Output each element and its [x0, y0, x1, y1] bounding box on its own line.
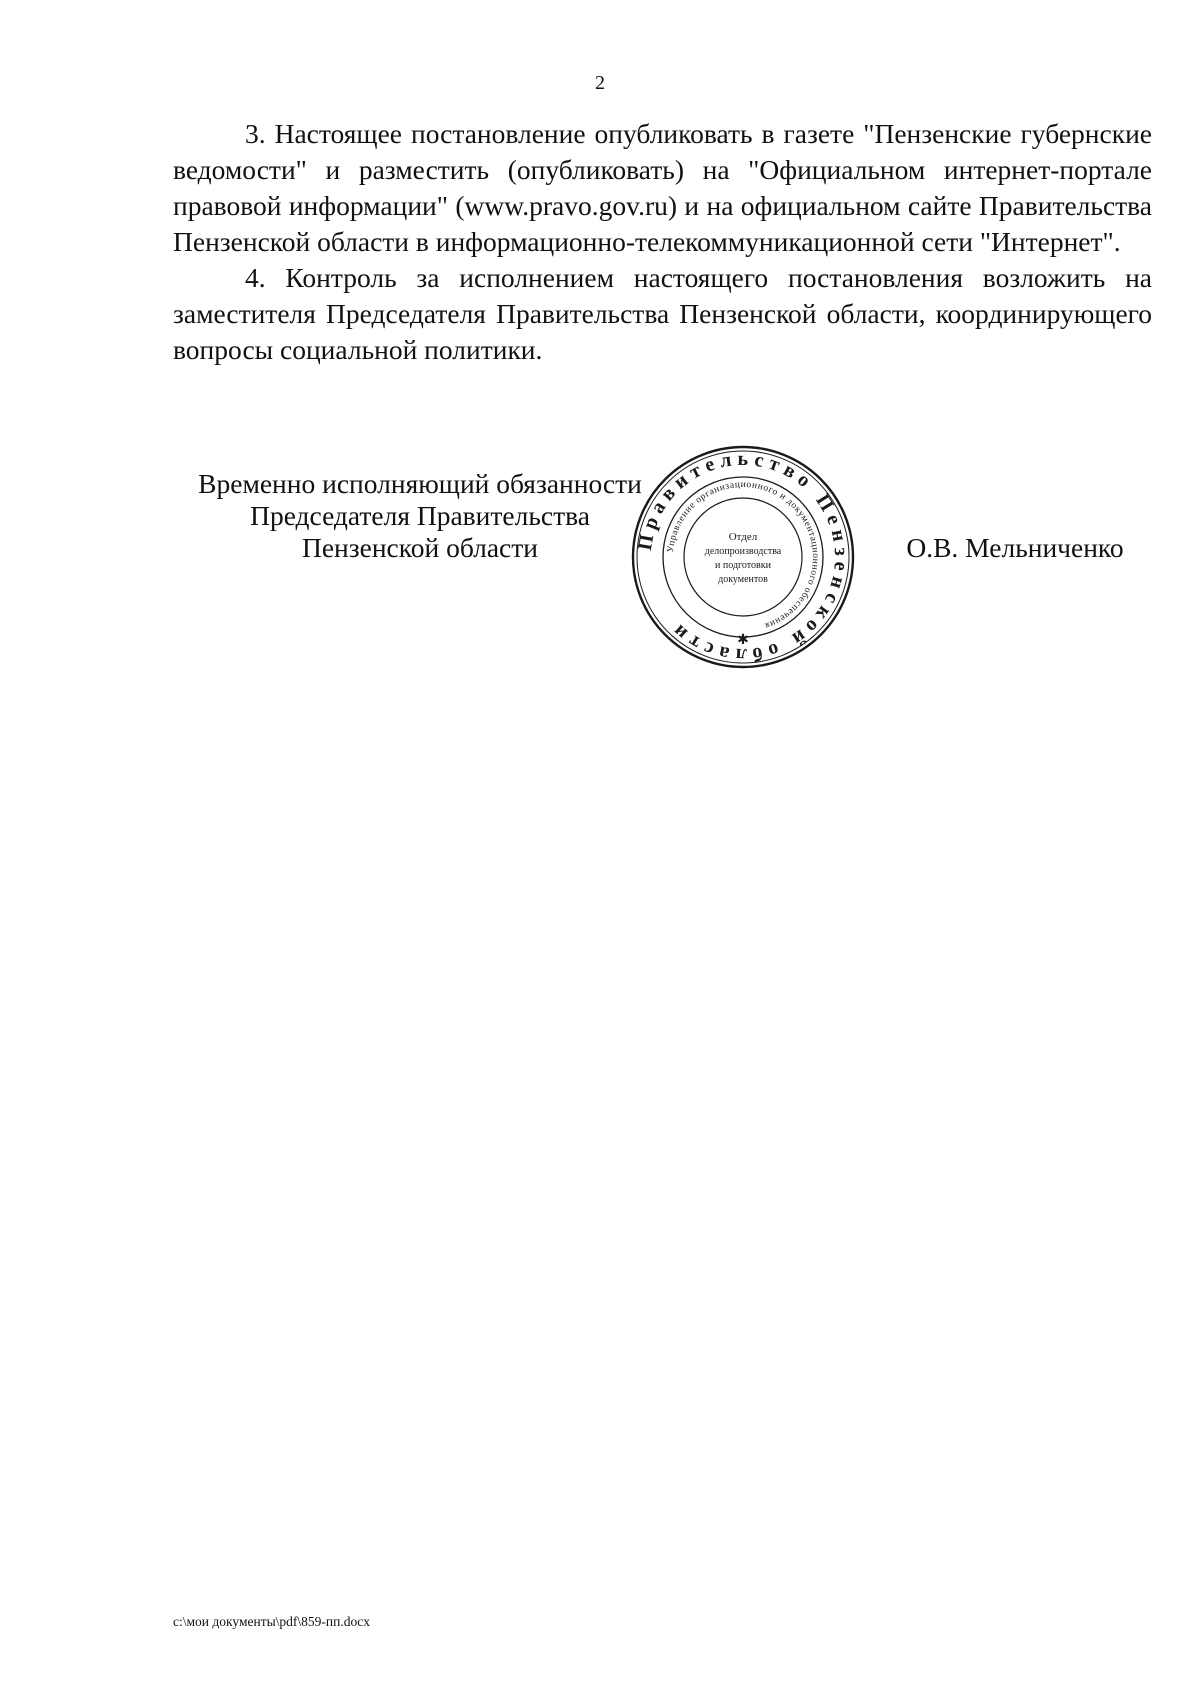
document-body — [173, 116, 1152, 368]
paragraph-publication: 3. Настоящее постановление опубликовать в газете "Пензенские губернские ведомости" и разместить (опубликовать) на "Официальном интернет-портале правовой информации" (www.pravo.gov.ru) и на официальном сайте Правительства Пензенской области в информационно-телекоммуникационной сети "Интернет". — [173, 118, 1152, 257]
seal-center-line: Отдел — [728, 531, 758, 543]
seal-outer-text: Правительство Пензенской области — [633, 447, 853, 667]
signatory-position-line: Пензенской области — [301, 532, 538, 563]
official-seal-stamp — [630, 444, 856, 670]
signatory-position — [150, 468, 690, 564]
seal-inner-text: Управление организационного и документационного обеспечения — [666, 479, 821, 631]
signatory-position-line: Председателя Правительства — [250, 500, 590, 531]
paragraph-control: 4. Контроль за исполнением настоящего постановления возложить на заместителя Председателя Правительства Пензенской области, координирующего вопросы социальной политики. — [173, 262, 1152, 365]
seal-star-icon: ✱ — [737, 633, 749, 648]
page-number: 2 — [595, 72, 605, 94]
seal-center-line: и подготовки — [715, 560, 771, 571]
seal-center-line: документов — [718, 574, 768, 585]
seal-center-line: делопроизводства — [704, 546, 782, 557]
signatory-name: О.В. Мельниченко — [906, 532, 1124, 563]
footer-file-path: c:\мои документы\pdf\859-пп.docx — [173, 1614, 370, 1629]
signatory-position-line: Временно исполняющий обязанности — [198, 468, 642, 499]
